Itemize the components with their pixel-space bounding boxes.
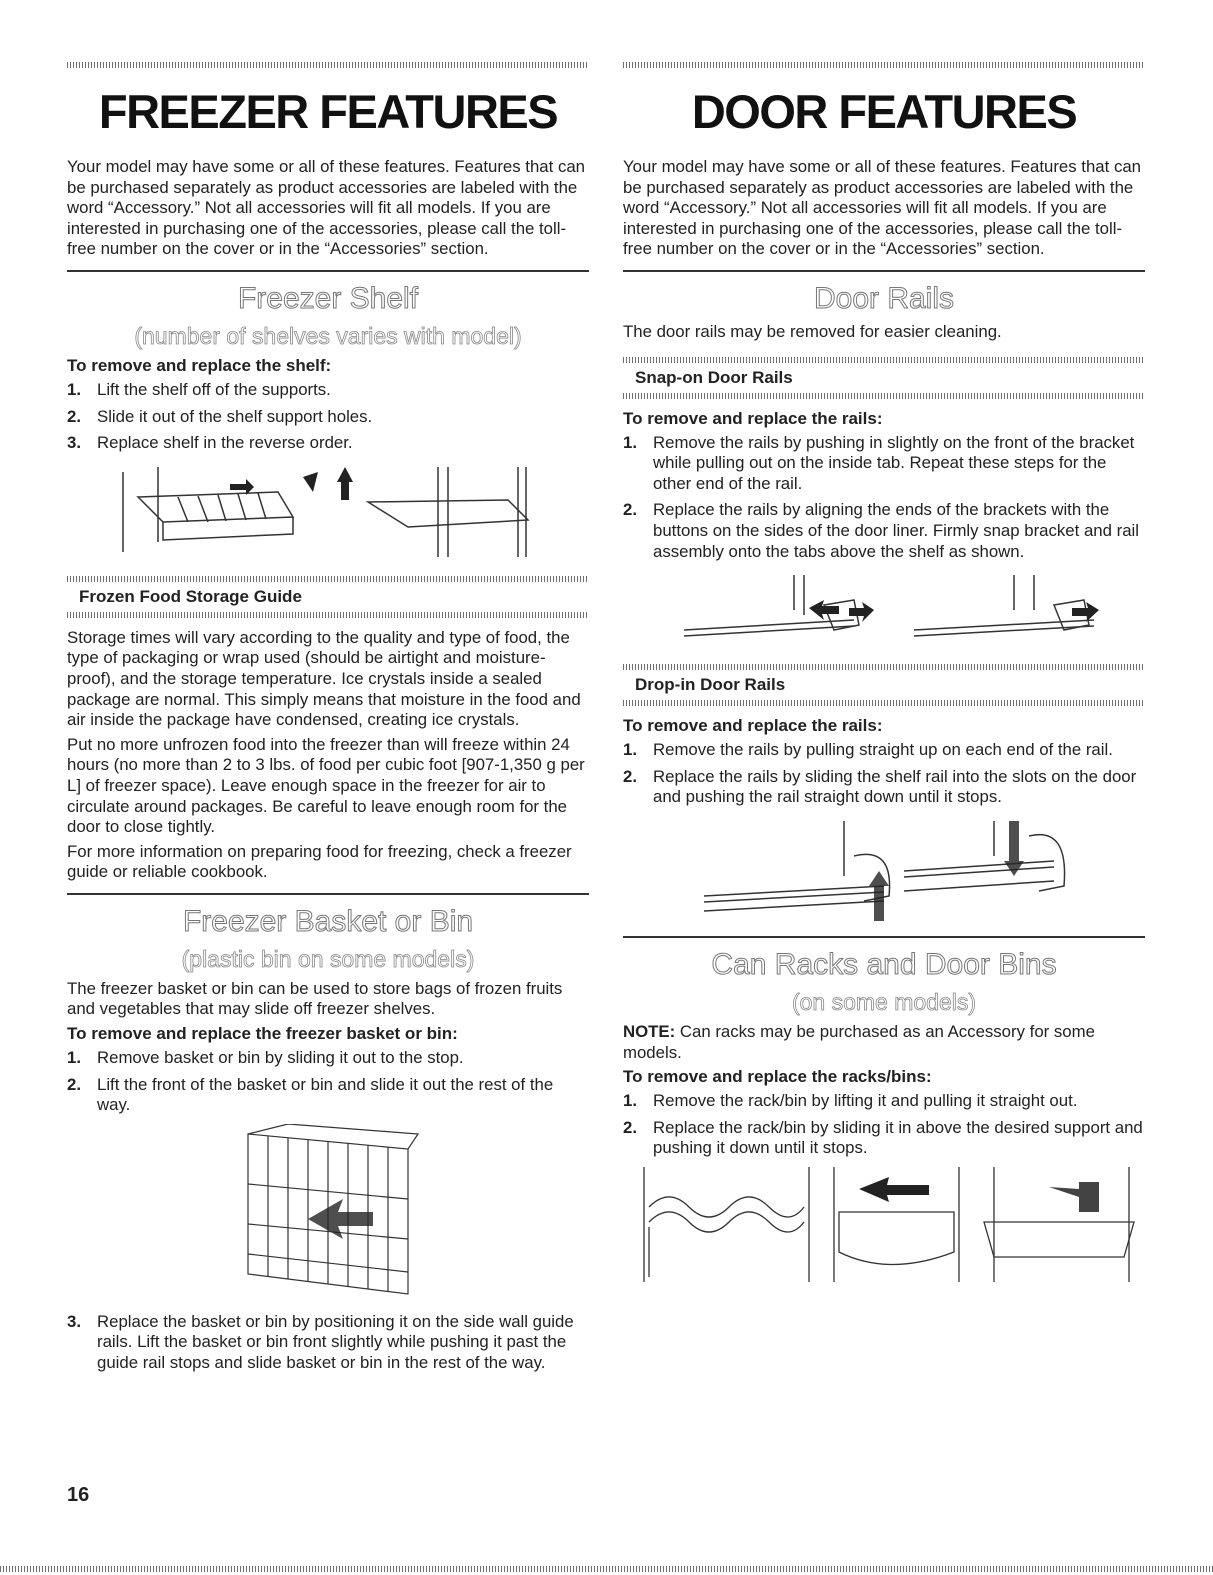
section-subtitle: (on some models) (791, 988, 977, 1015)
section-subtitle: (number of shelves varies with model) (134, 322, 522, 349)
step-list (623, 740, 1145, 808)
step-item: 2. Replace the rack/bin by sliding it in above the desired support and pushing it down until it stops. (623, 1117, 1143, 1158)
body-paragraph: Put no more unfrozen food into the freezer than will freeze within 24 hours (no more than 2 to 3 lbs. of food per cubic foot [907-1,350 g per L] of freezer space). Leave enough space in the freezer for air to circulate around packages. Be careful to leave enough room for the door to close tightly. (67, 734, 585, 837)
top-dotted-rule (67, 62, 589, 68)
subsection-title: Drop-in Door Rails (635, 675, 786, 695)
freezer-features-column (67, 62, 589, 1380)
step-item: 1. Remove the rack/bin by lifting it and pulling it straight out. (623, 1091, 1078, 1111)
step-number: 3. (67, 433, 81, 453)
freezer-shelf-illustration (108, 462, 548, 562)
page-title: FREEZER FEATURES (98, 85, 558, 138)
step-number: 2. (623, 1117, 637, 1137)
step-number: 1. (67, 379, 81, 399)
dotted-rule (623, 664, 1145, 670)
instruction-heading: To remove and replace the racks/bins: (623, 1067, 932, 1087)
step-list (623, 1091, 1145, 1159)
step-item: 2. Slide it out of the shelf support holes. (67, 406, 373, 426)
step-list (67, 1312, 589, 1374)
subsection-header (623, 357, 1145, 399)
body-paragraph: For more information on preparing food for freezing, check a freezer guide or reliable cookbook. (67, 841, 572, 882)
step-item: 1. Lift the shelf off of the supports. (67, 379, 331, 399)
instruction-heading: To remove and replace the rails: (623, 408, 883, 428)
section-subtitle: (plastic bin on some models) (181, 945, 475, 972)
section-divider (67, 893, 589, 895)
step-number: 1. (623, 740, 637, 760)
step-number: 1. (623, 432, 637, 452)
dotted-rule (623, 700, 1145, 706)
step-item: 1. Remove the rails by pulling straight up on each end of the rail. (623, 740, 1113, 760)
step-number: 1. (67, 1048, 81, 1068)
intro-paragraph: Your model may have some or all of these features. Features that can be purchased separately as product accessories are labeled with the word “Accessory.” Not all accessories will fit all models. If you are interested in purchasing one of the accessories, please call the toll-free number on the cover or in the “Accessories” section. (623, 157, 1142, 259)
freezer-basket-illustration (228, 1124, 428, 1304)
subsection-header (623, 664, 1145, 706)
step-number: 3. (67, 1311, 81, 1331)
section-divider (623, 270, 1145, 272)
step-item: 1. Remove basket or bin by sliding it out to the stop. (67, 1048, 464, 1068)
section-title: Can Racks and Door Bins (711, 947, 1057, 981)
step-list (67, 380, 589, 454)
step-item: 3. Replace the basket or bin by positioning it on the side wall guide rails. Lift the basket or bin front slightly while pushing it past the guide rail stops and slide basket or bin in the rest of the way. (67, 1311, 574, 1373)
door-features-column (623, 62, 1145, 1295)
dotted-rule (623, 357, 1145, 363)
body-paragraph: The door rails may be removed for easier cleaning. (623, 321, 1002, 341)
dotted-rule (67, 576, 589, 582)
section-title: Freezer Shelf (237, 281, 419, 315)
note-label: NOTE: (623, 1021, 676, 1041)
step-item: 2. Replace the rails by sliding the shelf rail into the slots on the door and pushing the rail straight down until it stops. (623, 766, 1137, 807)
step-number: 2. (67, 406, 81, 426)
note-text: Can racks may be purchased as an Accessory for some models. (623, 1021, 1095, 1062)
bottom-dotted-rule (0, 1566, 1213, 1572)
step-item: 3. Replace shelf in the reverse order. (67, 433, 353, 453)
dotted-rule (623, 393, 1145, 399)
section-divider (623, 936, 1145, 938)
intro-paragraph: Your model may have some or all of these features. Features that can be purchased separately as product accessories are labeled with the word “Accessory.” Not all accessories will fit all models. If you are interested in purchasing one of the accessories, please call the toll-free number on the cover or in the “Accessories” section. (67, 157, 586, 259)
dotted-rule (67, 612, 589, 618)
snap-on-rail-illustration (654, 570, 1114, 650)
subsection-title: Snap-on Door Rails (635, 367, 793, 387)
body-paragraph: The freezer basket or bin can be used to store bags of frozen fruits and vegetables that may slide off freezer shelves. (67, 978, 563, 1019)
step-list (623, 433, 1145, 563)
body-paragraph: Storage times will vary according to the quality and type of food, the type of packaging or wrap used (should be airtight and moisture-proof), and the storage temperature. Ice crystals inside a sealed package are normal. This simply means that moisture in the food and air inside the package have condensed, creating ice crystals. (67, 627, 581, 730)
instruction-heading: To remove and replace the freezer basket or bin: (67, 1024, 458, 1044)
page-number: 16 (67, 1484, 90, 1506)
step-item: 1. Remove the rails by pushing in slightly on the front of the bracket while pulling out on the inside tab. Repeat these steps for the other end of the rail. (623, 432, 1135, 493)
can-rack-and-bin-illustration (629, 1167, 1139, 1287)
subsection-title: Frozen Food Storage Guide (79, 586, 302, 606)
step-number: 2. (67, 1074, 81, 1094)
subsection-header (67, 576, 589, 618)
step-number: 1. (623, 1091, 637, 1111)
section-divider (67, 270, 589, 272)
instruction-heading: To remove and replace the shelf: (67, 355, 332, 375)
step-number: 2. (623, 500, 637, 520)
section-title: Door Rails (813, 281, 955, 315)
section-title: Freezer Basket or Bin (182, 904, 474, 938)
note-paragraph (623, 1022, 1145, 1063)
instruction-heading: To remove and replace the rails: (623, 716, 883, 736)
step-item: 2. Lift the front of the basket or bin and slide it out the rest of the way. (67, 1074, 554, 1115)
drop-in-rail-illustration (694, 816, 1074, 926)
page-title: DOOR FEATURES (691, 85, 1077, 138)
step-list (67, 1048, 589, 1116)
top-dotted-rule (623, 62, 1145, 68)
step-item: 2. Replace the rails by aligning the ends of the brackets with the buttons on the sides of the door liner. Firmly snap bracket and rail assembly onto the tabs above the shelf as shown. (623, 500, 1139, 561)
step-number: 2. (623, 766, 637, 786)
